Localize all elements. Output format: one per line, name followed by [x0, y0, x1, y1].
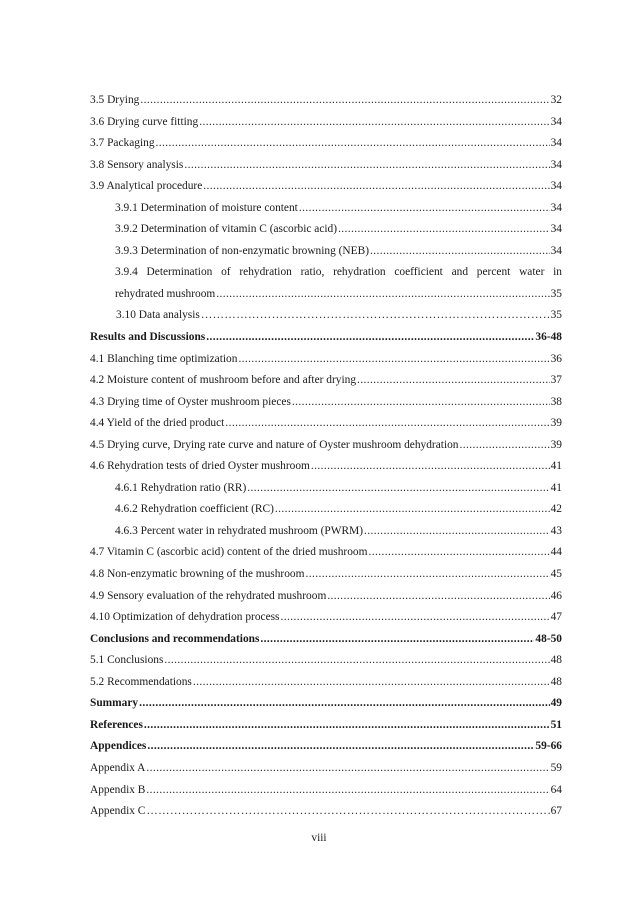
toc-entry-3-5[interactable]: [90, 90, 562, 112]
dot-leader: [299, 198, 550, 220]
toc-entry-label: 3.7 Packaging: [90, 137, 155, 150]
toc-entry-page: 34: [550, 137, 562, 150]
toc-entry-page: 38: [550, 395, 562, 408]
dot-leader: [225, 413, 549, 435]
dot-leader: [156, 133, 550, 155]
toc-entry-label: 4.8 Non-enzymatic browning of the mushroom: [90, 568, 305, 581]
toc-entry-label: 4.2 Moisture content of mushroom before and after drying: [90, 374, 357, 387]
toc-entry-4-6-1[interactable]: [90, 478, 562, 500]
dot-leader: [368, 542, 549, 564]
toc-entry-label: Appendix C: [90, 805, 146, 818]
toc-entry-4-6[interactable]: [90, 456, 562, 478]
dot-leader: [460, 435, 550, 457]
toc-entry-3-9-2[interactable]: [90, 219, 562, 241]
dot-leader: [281, 607, 550, 629]
toc-entry-label: 3.9.2 Determination of vitamin C (ascorbic acid): [115, 223, 338, 236]
toc-entry-3-9[interactable]: [90, 176, 562, 198]
toc-entry-page: 34: [550, 115, 562, 128]
toc-entry-summary[interactable]: [90, 693, 562, 715]
dot-leader: [275, 499, 550, 521]
dot-leader: [193, 672, 550, 694]
toc-entry-4-7[interactable]: [90, 542, 562, 564]
toc-entry-page: 34: [550, 158, 562, 171]
toc-entry-label: 4.10 Optimization of dehydration process: [90, 611, 280, 624]
toc-entry-label: 5.2 Recommendations: [90, 675, 192, 688]
page-number: viii: [311, 832, 327, 844]
toc-entry-3-9-1[interactable]: [90, 198, 562, 220]
toc-entry-page: 39: [550, 438, 562, 451]
toc-entry-page: 44: [550, 546, 562, 559]
toc-entry-conclusions-and-recommendations[interactable]: [90, 629, 562, 651]
toc-entry-page: 43: [550, 524, 562, 537]
toc-entry-4-4[interactable]: [90, 413, 562, 435]
dot-leader: [238, 349, 549, 371]
toc-entry-page: 48-50: [535, 632, 562, 645]
toc-entry-label: 3.5 Drying: [90, 94, 140, 106]
toc-entry-4-10[interactable]: [90, 607, 562, 629]
toc-entry-appendices[interactable]: [90, 736, 562, 758]
toc-entry-label: Summary: [90, 697, 139, 710]
toc-entry-label: 3.9 Analytical procedure: [90, 180, 203, 193]
toc-entry-page: 64: [550, 783, 562, 796]
toc-entry-page: 37: [550, 374, 562, 387]
toc-entry-page: 41: [550, 481, 562, 494]
toc-entry-label: 4.3 Drying time of Oyster mushroom pieces: [90, 395, 291, 408]
toc-entry-page: 59: [550, 761, 562, 774]
toc-entry-page: 51: [550, 718, 562, 731]
toc-entry-references[interactable]: [90, 715, 562, 737]
toc-entry-4-1[interactable]: [90, 349, 562, 371]
toc-entry-page: 42: [550, 503, 562, 516]
toc-entry-page: 34: [550, 244, 562, 257]
toc-entry-5-1[interactable]: [90, 650, 562, 672]
toc-entry-label: 3.9.3 Determination of non-enzymatic browning (NEB): [115, 244, 370, 257]
toc-entry-label: 4.6.2 Rehydration coefficient (RC): [115, 503, 274, 516]
toc-entry-page: 41: [550, 460, 562, 473]
toc-entry-page: 48: [550, 654, 562, 667]
toc-entry-label: 3.8 Sensory analysis: [90, 158, 184, 171]
toc-entry-page: 59-66: [535, 740, 562, 753]
toc-entry-3-9-4[interactable]: [90, 284, 562, 306]
toc-entry-page: 36-48: [535, 331, 562, 344]
toc-entry-label: Conclusions and recommendations: [90, 632, 260, 645]
toc-entry-label: Appendices: [90, 740, 147, 753]
toc-entry-appendix-b[interactable]: [90, 780, 562, 802]
toc-entry-label: 3.9.1 Determination of moisture content: [115, 201, 298, 214]
toc-entry-appendix-a[interactable]: [90, 758, 562, 780]
toc-entry-3-10[interactable]: [90, 305, 562, 327]
dot-leader: [199, 112, 549, 134]
dot-leader: [139, 693, 550, 715]
toc-entry-label: 4.1 Blanching time optimization: [90, 352, 238, 365]
toc-entry-label: 4.9 Sensory evaluation of the rehydrated mushroom: [90, 589, 327, 602]
toc-entry-page: 46: [550, 589, 562, 602]
toc-entry-3-9-3[interactable]: [90, 241, 562, 263]
toc-entry-label: 3.6 Drying curve fitting: [90, 115, 199, 128]
toc-entry-label: Results and Discussions: [90, 331, 206, 344]
toc-entry-4-8[interactable]: [90, 564, 562, 586]
toc-entry-3-6[interactable]: [90, 112, 562, 134]
toc-entry-page: 48: [550, 675, 562, 688]
toc-entry-4-9[interactable]: [90, 586, 562, 608]
dot-leader: [247, 478, 549, 500]
toc-entry-4-6-2[interactable]: [90, 499, 562, 521]
dot-leader: [146, 758, 549, 780]
toc-entry-page: 39: [550, 417, 562, 430]
dot-leader: [206, 327, 534, 349]
toc-entry-page: 35: [550, 287, 562, 300]
dot-leader: [260, 629, 534, 651]
toc-entry-page: 49: [550, 697, 562, 710]
toc-entry-page: 34: [550, 201, 562, 214]
dot-leader: [184, 155, 549, 177]
toc-entry-4-5[interactable]: [90, 435, 562, 457]
toc-entry-label: Appendix B: [90, 783, 146, 796]
toc-entry-4-6-3[interactable]: [90, 521, 562, 543]
toc-entry-page: 35: [550, 309, 562, 322]
toc-entry-label: 3.10 Data analysis: [116, 309, 200, 322]
dot-leader: [146, 801, 549, 823]
toc-entry-5-2[interactable]: [90, 672, 562, 694]
toc-entry-label: 4.6 Rehydration tests of dried Oyster mushroom: [90, 460, 310, 473]
dot-leader: [311, 456, 550, 478]
dot-leader: [201, 305, 550, 327]
dot-leader: [147, 736, 534, 758]
toc-entry-page: 45: [550, 568, 562, 581]
dot-leader: [364, 521, 550, 543]
toc-entry-label: Appendix A: [90, 761, 146, 774]
toc-entry-page: 36: [550, 352, 562, 365]
dot-leader: [338, 219, 550, 241]
toc-entry-label: 4.4 Yield of the dried product: [90, 417, 225, 430]
toc-entry-appendix-c[interactable]: [90, 801, 562, 823]
toc-entry-page: 32: [550, 94, 562, 106]
toc-entry-page: 34: [550, 180, 562, 193]
toc-entry-4-2[interactable]: [90, 370, 562, 392]
dot-leader: [357, 370, 550, 392]
toc-entry-3-7[interactable]: [90, 133, 562, 155]
table-of-contents: [90, 90, 562, 823]
dot-leader: [292, 392, 550, 414]
toc-entry-label: References: [90, 718, 143, 731]
toc-entry-page: 47: [550, 611, 562, 624]
toc-entry-page: 67: [550, 805, 562, 818]
dot-leader: [140, 90, 549, 112]
dot-leader: [203, 176, 549, 198]
toc-entry-4-3[interactable]: [90, 392, 562, 414]
dot-leader: [216, 284, 549, 306]
toc-entry-label: 4.6.1 Rehydration ratio (RR): [115, 481, 247, 494]
toc-entry-results-and-discussions[interactable]: [90, 327, 562, 349]
dot-leader: [327, 586, 549, 608]
toc-entry-label: 4.5 Drying curve, Drying rate curve and nature of Oyster mushroom dehydration: [90, 438, 459, 451]
toc-entry-3-8[interactable]: [90, 155, 562, 177]
toc-entry-label: 4.6.3 Percent water in rehydrated mushroom (PWRM): [115, 524, 364, 537]
dot-leader: [144, 715, 550, 737]
dot-leader: [305, 564, 549, 586]
toc-entry-label: 3.9.4 Determination of rehydration ratio, rehydration coefficient and percent water in: [115, 266, 562, 279]
toc-entry-label: 4.7 Vitamin C (ascorbic acid) content of the dried mushroom: [90, 546, 368, 559]
dot-leader: [164, 650, 549, 672]
toc-entry-label: 5.1 Conclusions: [90, 654, 164, 667]
toc-entry-label: rehydrated mushroom: [115, 287, 216, 300]
dot-leader: [146, 780, 549, 802]
dot-leader: [370, 241, 550, 263]
toc-entry-3-9-4-line1[interactable]: [90, 262, 562, 284]
toc-entry-page: 34: [550, 223, 562, 236]
